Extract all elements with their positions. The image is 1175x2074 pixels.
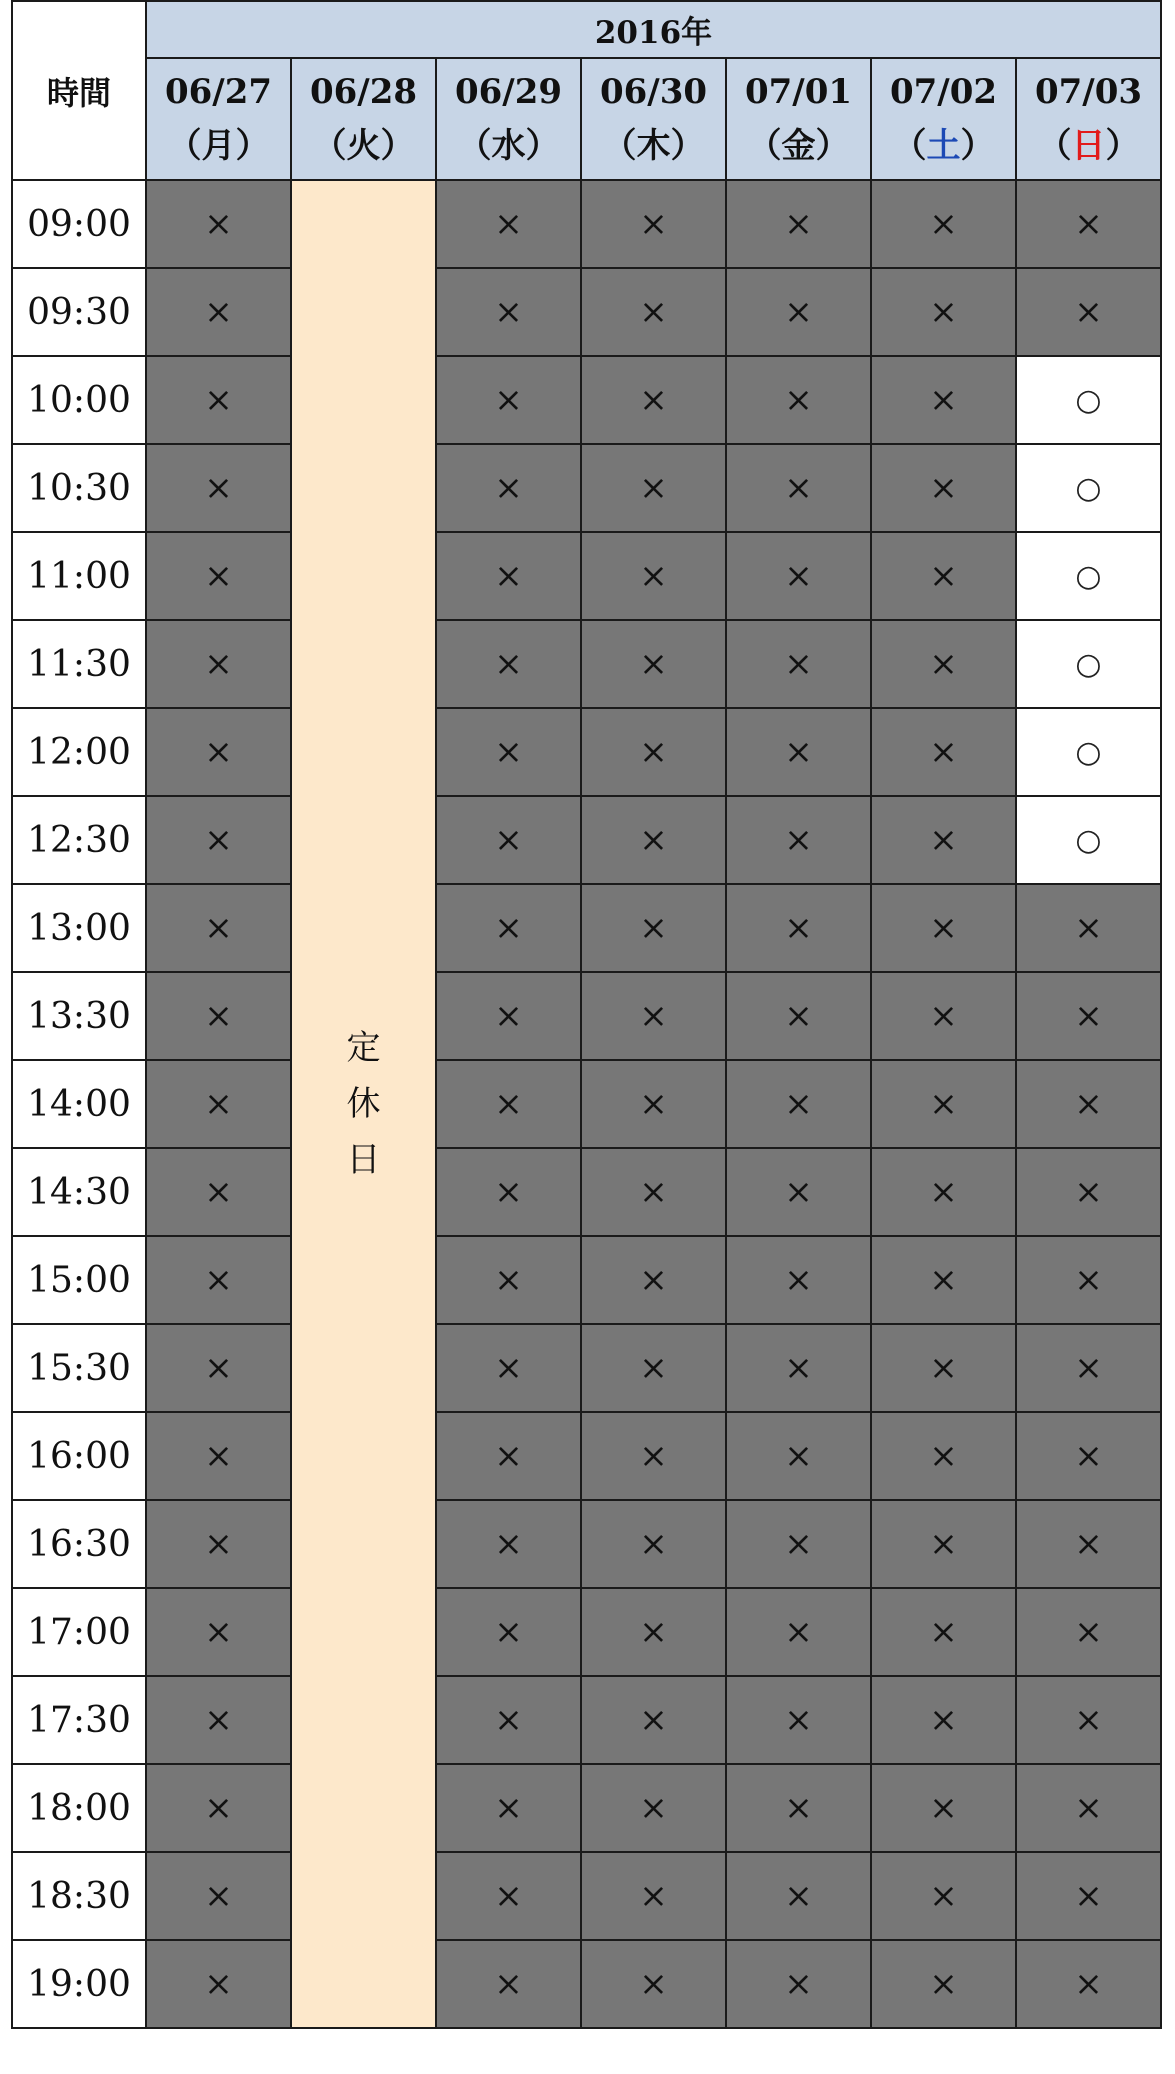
slot-unavailable: × bbox=[146, 1676, 291, 1764]
day-header-2 bbox=[436, 58, 581, 180]
time-slot-row bbox=[12, 884, 1161, 972]
slot-unavailable: × bbox=[436, 1940, 581, 2028]
slot-unavailable: × bbox=[726, 1324, 871, 1412]
slot-unavailable: × bbox=[146, 1060, 291, 1148]
slot-unavailable: × bbox=[726, 532, 871, 620]
time-slot-row bbox=[12, 1060, 1161, 1148]
slot-unavailable: × bbox=[871, 1412, 1016, 1500]
slot-unavailable: × bbox=[581, 532, 726, 620]
slot-unavailable: × bbox=[726, 1588, 871, 1676]
time-slot-row bbox=[12, 1148, 1161, 1236]
slot-unavailable: × bbox=[1016, 180, 1161, 268]
slot-unavailable: × bbox=[871, 532, 1016, 620]
slot-unavailable: × bbox=[146, 1236, 291, 1324]
time-label: 16:30 bbox=[12, 1500, 146, 1588]
slot-unavailable: × bbox=[726, 884, 871, 972]
slot-unavailable: × bbox=[436, 1588, 581, 1676]
slot-unavailable: × bbox=[581, 796, 726, 884]
holiday-label-char: 定 bbox=[346, 1028, 381, 1068]
weekday-paren-close: ） bbox=[670, 126, 705, 166]
slot-unavailable: × bbox=[1016, 1764, 1161, 1852]
weekday-label: 日 bbox=[1071, 126, 1106, 166]
slot-unavailable: × bbox=[726, 1676, 871, 1764]
slot-unavailable: × bbox=[581, 1324, 726, 1412]
holiday-label-char: 休 bbox=[346, 1084, 381, 1124]
slot-unavailable: × bbox=[436, 972, 581, 1060]
day-date: 07/01 bbox=[744, 72, 853, 112]
time-slot-row bbox=[12, 972, 1161, 1060]
weekday-label: 月 bbox=[201, 126, 236, 166]
slot-unavailable: × bbox=[871, 1764, 1016, 1852]
weekday-label: 水 bbox=[491, 126, 526, 166]
slot-unavailable: × bbox=[581, 1148, 726, 1236]
slot-unavailable: × bbox=[871, 708, 1016, 796]
slot-unavailable: × bbox=[436, 1060, 581, 1148]
slot-unavailable: × bbox=[1016, 1676, 1161, 1764]
slot-unavailable: × bbox=[726, 708, 871, 796]
slot-unavailable: × bbox=[726, 1060, 871, 1148]
day-weekday bbox=[292, 119, 435, 173]
slot-unavailable: × bbox=[1016, 1324, 1161, 1412]
day-header-6 bbox=[1016, 58, 1161, 180]
slot-unavailable: × bbox=[146, 1412, 291, 1500]
slot-unavailable: × bbox=[581, 444, 726, 532]
day-date: 06/27 bbox=[164, 72, 273, 112]
time-label: 15:00 bbox=[12, 1236, 146, 1324]
slot-unavailable: × bbox=[726, 1852, 871, 1940]
slot-unavailable: × bbox=[1016, 1588, 1161, 1676]
slot-unavailable: × bbox=[146, 972, 291, 1060]
time-label: 13:30 bbox=[12, 972, 146, 1060]
weekday-paren-open: （ bbox=[312, 126, 347, 166]
slot-unavailable: × bbox=[581, 1236, 726, 1324]
slot-unavailable: × bbox=[726, 356, 871, 444]
day-date: 06/30 bbox=[599, 72, 708, 112]
slot-unavailable: × bbox=[436, 884, 581, 972]
slot-unavailable: × bbox=[871, 1676, 1016, 1764]
day-header-1 bbox=[291, 58, 436, 180]
slot-unavailable: × bbox=[146, 1148, 291, 1236]
slot-unavailable: × bbox=[1016, 1060, 1161, 1148]
weekday-label: 土 bbox=[926, 126, 961, 166]
weekday-paren-open: （ bbox=[167, 126, 202, 166]
slot-unavailable: × bbox=[1016, 1412, 1161, 1500]
slot-unavailable: × bbox=[436, 1676, 581, 1764]
schedule-body bbox=[12, 180, 1161, 2028]
time-slot-row bbox=[12, 708, 1161, 796]
weekday-paren-close: ） bbox=[960, 126, 995, 166]
slot-unavailable: × bbox=[146, 1852, 291, 1940]
slot-unavailable: × bbox=[436, 1852, 581, 1940]
time-label: 18:00 bbox=[12, 1764, 146, 1852]
slot-unavailable: × bbox=[581, 620, 726, 708]
slot-unavailable: × bbox=[1016, 1940, 1161, 2028]
slot-unavailable: × bbox=[146, 884, 291, 972]
day-date: 07/03 bbox=[1034, 72, 1143, 112]
time-label: 16:00 bbox=[12, 1412, 146, 1500]
slot-unavailable: × bbox=[726, 972, 871, 1060]
slot-unavailable: × bbox=[436, 1324, 581, 1412]
year-header: 2016年 bbox=[146, 1, 1161, 58]
regular-holiday-column bbox=[291, 180, 436, 2028]
slot-unavailable: × bbox=[871, 1588, 1016, 1676]
slot-unavailable: × bbox=[146, 532, 291, 620]
time-label: 14:30 bbox=[12, 1148, 146, 1236]
holiday-label-char: 日 bbox=[346, 1140, 381, 1180]
slot-unavailable: × bbox=[581, 1060, 726, 1148]
slot-unavailable: × bbox=[146, 356, 291, 444]
time-slot-row bbox=[12, 268, 1161, 356]
slot-available[interactable]: ○ bbox=[1016, 444, 1161, 532]
header-row-year bbox=[12, 1, 1161, 58]
time-label: 18:30 bbox=[12, 1852, 146, 1940]
slot-unavailable: × bbox=[146, 268, 291, 356]
slot-unavailable: × bbox=[436, 1500, 581, 1588]
slot-unavailable: × bbox=[436, 532, 581, 620]
weekday-paren-open: （ bbox=[747, 126, 782, 166]
slot-unavailable: × bbox=[871, 1852, 1016, 1940]
slot-available[interactable]: ○ bbox=[1016, 356, 1161, 444]
slot-unavailable: × bbox=[436, 620, 581, 708]
slot-unavailable: × bbox=[146, 1764, 291, 1852]
slot-unavailable: × bbox=[871, 268, 1016, 356]
time-slot-row bbox=[12, 1412, 1161, 1500]
weekday-paren-open: （ bbox=[892, 126, 927, 166]
time-slot-row bbox=[12, 1676, 1161, 1764]
slot-unavailable: × bbox=[581, 356, 726, 444]
header-row-days bbox=[12, 58, 1161, 180]
slot-unavailable: × bbox=[726, 1764, 871, 1852]
time-slot-row bbox=[12, 532, 1161, 620]
day-weekday bbox=[147, 119, 290, 173]
slot-unavailable: × bbox=[871, 972, 1016, 1060]
day-header-5 bbox=[871, 58, 1016, 180]
slot-unavailable: × bbox=[581, 1500, 726, 1588]
slot-unavailable: × bbox=[1016, 884, 1161, 972]
slot-unavailable: × bbox=[726, 1500, 871, 1588]
slot-unavailable: × bbox=[146, 1324, 291, 1412]
day-weekday bbox=[582, 119, 725, 173]
weekday-paren-close: ） bbox=[235, 126, 270, 166]
weekday-paren-open: （ bbox=[602, 126, 637, 166]
slot-available[interactable]: ○ bbox=[1016, 796, 1161, 884]
weekday-label: 金 bbox=[781, 126, 816, 166]
slot-unavailable: × bbox=[581, 884, 726, 972]
time-slot-row bbox=[12, 180, 1161, 268]
time-label: 09:00 bbox=[12, 180, 146, 268]
slot-unavailable: × bbox=[581, 708, 726, 796]
slot-unavailable: × bbox=[726, 180, 871, 268]
reservation-schedule-table bbox=[11, 0, 1162, 2029]
slot-unavailable: × bbox=[436, 708, 581, 796]
time-slot-row bbox=[12, 1940, 1161, 2028]
time-slot-row bbox=[12, 1588, 1161, 1676]
slot-unavailable: × bbox=[146, 1500, 291, 1588]
slot-unavailable: × bbox=[581, 1940, 726, 2028]
day-date: 06/29 bbox=[454, 72, 563, 112]
slot-available[interactable]: ○ bbox=[1016, 708, 1161, 796]
weekday-label: 木 bbox=[636, 126, 671, 166]
time-label: 10:00 bbox=[12, 356, 146, 444]
day-weekday bbox=[872, 119, 1015, 173]
time-label: 15:30 bbox=[12, 1324, 146, 1412]
time-label: 12:30 bbox=[12, 796, 146, 884]
slot-unavailable: × bbox=[871, 180, 1016, 268]
weekday-paren-open: （ bbox=[1037, 126, 1072, 166]
slot-unavailable: × bbox=[581, 1412, 726, 1500]
slot-unavailable: × bbox=[726, 1148, 871, 1236]
slot-unavailable: × bbox=[726, 268, 871, 356]
slot-unavailable: × bbox=[436, 1236, 581, 1324]
slot-available[interactable]: ○ bbox=[1016, 532, 1161, 620]
time-label: 14:00 bbox=[12, 1060, 146, 1148]
slot-unavailable: × bbox=[1016, 268, 1161, 356]
time-slot-row bbox=[12, 1852, 1161, 1940]
slot-unavailable: × bbox=[581, 180, 726, 268]
slot-unavailable: × bbox=[871, 1148, 1016, 1236]
slot-unavailable: × bbox=[146, 444, 291, 532]
slot-unavailable: × bbox=[871, 884, 1016, 972]
slot-unavailable: × bbox=[1016, 972, 1161, 1060]
slot-unavailable: × bbox=[871, 1060, 1016, 1148]
time-label: 10:30 bbox=[12, 444, 146, 532]
slot-unavailable: × bbox=[726, 620, 871, 708]
time-slot-row bbox=[12, 796, 1161, 884]
time-label: 09:30 bbox=[12, 268, 146, 356]
slot-unavailable: × bbox=[1016, 1500, 1161, 1588]
slot-unavailable: × bbox=[871, 620, 1016, 708]
slot-unavailable: × bbox=[581, 1676, 726, 1764]
slot-unavailable: × bbox=[436, 268, 581, 356]
time-slot-row bbox=[12, 1324, 1161, 1412]
weekday-paren-close: ） bbox=[1105, 126, 1140, 166]
time-label: 11:30 bbox=[12, 620, 146, 708]
slot-unavailable: × bbox=[1016, 1852, 1161, 1940]
day-weekday bbox=[437, 119, 580, 173]
slot-unavailable: × bbox=[146, 180, 291, 268]
slot-unavailable: × bbox=[871, 1940, 1016, 2028]
slot-unavailable: × bbox=[436, 180, 581, 268]
slot-unavailable: × bbox=[581, 972, 726, 1060]
time-slot-row bbox=[12, 1764, 1161, 1852]
time-label: 11:00 bbox=[12, 532, 146, 620]
weekday-paren-close: ） bbox=[815, 126, 850, 166]
time-label: 17:00 bbox=[12, 1588, 146, 1676]
slot-unavailable: × bbox=[436, 796, 581, 884]
slot-unavailable: × bbox=[146, 796, 291, 884]
time-slot-row bbox=[12, 620, 1161, 708]
slot-unavailable: × bbox=[146, 1940, 291, 2028]
slot-unavailable: × bbox=[581, 1588, 726, 1676]
weekday-paren-close: ） bbox=[525, 126, 560, 166]
time-slot-row bbox=[12, 356, 1161, 444]
slot-unavailable: × bbox=[581, 1852, 726, 1940]
time-label: 19:00 bbox=[12, 1940, 146, 2028]
slot-unavailable: × bbox=[871, 1500, 1016, 1588]
slot-unavailable: × bbox=[871, 444, 1016, 532]
day-date: 07/02 bbox=[889, 72, 998, 112]
slot-unavailable: × bbox=[871, 1324, 1016, 1412]
slot-unavailable: × bbox=[146, 1588, 291, 1676]
slot-unavailable: × bbox=[726, 444, 871, 532]
slot-unavailable: × bbox=[871, 1236, 1016, 1324]
slot-unavailable: × bbox=[726, 1412, 871, 1500]
weekday-label: 火 bbox=[346, 126, 381, 166]
day-weekday bbox=[1017, 119, 1160, 173]
slot-unavailable: × bbox=[581, 1764, 726, 1852]
weekday-paren-open: （ bbox=[457, 126, 492, 166]
slot-unavailable: × bbox=[436, 1148, 581, 1236]
time-column-header: 時間 bbox=[12, 1, 146, 180]
slot-unavailable: × bbox=[1016, 1148, 1161, 1236]
day-weekday bbox=[727, 119, 870, 173]
slot-unavailable: × bbox=[436, 1764, 581, 1852]
weekday-paren-close: ） bbox=[380, 126, 415, 166]
time-slot-row bbox=[12, 444, 1161, 532]
slot-unavailable: × bbox=[726, 1236, 871, 1324]
slot-unavailable: × bbox=[726, 796, 871, 884]
slot-unavailable: × bbox=[436, 1412, 581, 1500]
slot-unavailable: × bbox=[871, 356, 1016, 444]
slot-unavailable: × bbox=[726, 1940, 871, 2028]
slot-unavailable: × bbox=[581, 268, 726, 356]
time-slot-row bbox=[12, 1236, 1161, 1324]
time-label: 13:00 bbox=[12, 884, 146, 972]
time-label: 12:00 bbox=[12, 708, 146, 796]
slot-unavailable: × bbox=[146, 620, 291, 708]
day-header-3 bbox=[581, 58, 726, 180]
time-label: 17:30 bbox=[12, 1676, 146, 1764]
slot-unavailable: × bbox=[436, 444, 581, 532]
day-date: 06/28 bbox=[309, 72, 418, 112]
time-slot-row bbox=[12, 1500, 1161, 1588]
slot-unavailable: × bbox=[146, 708, 291, 796]
day-header-4 bbox=[726, 58, 871, 180]
slot-unavailable: × bbox=[871, 796, 1016, 884]
slot-unavailable: × bbox=[1016, 1236, 1161, 1324]
slot-unavailable: × bbox=[436, 356, 581, 444]
slot-available[interactable]: ○ bbox=[1016, 620, 1161, 708]
day-header-0 bbox=[146, 58, 291, 180]
